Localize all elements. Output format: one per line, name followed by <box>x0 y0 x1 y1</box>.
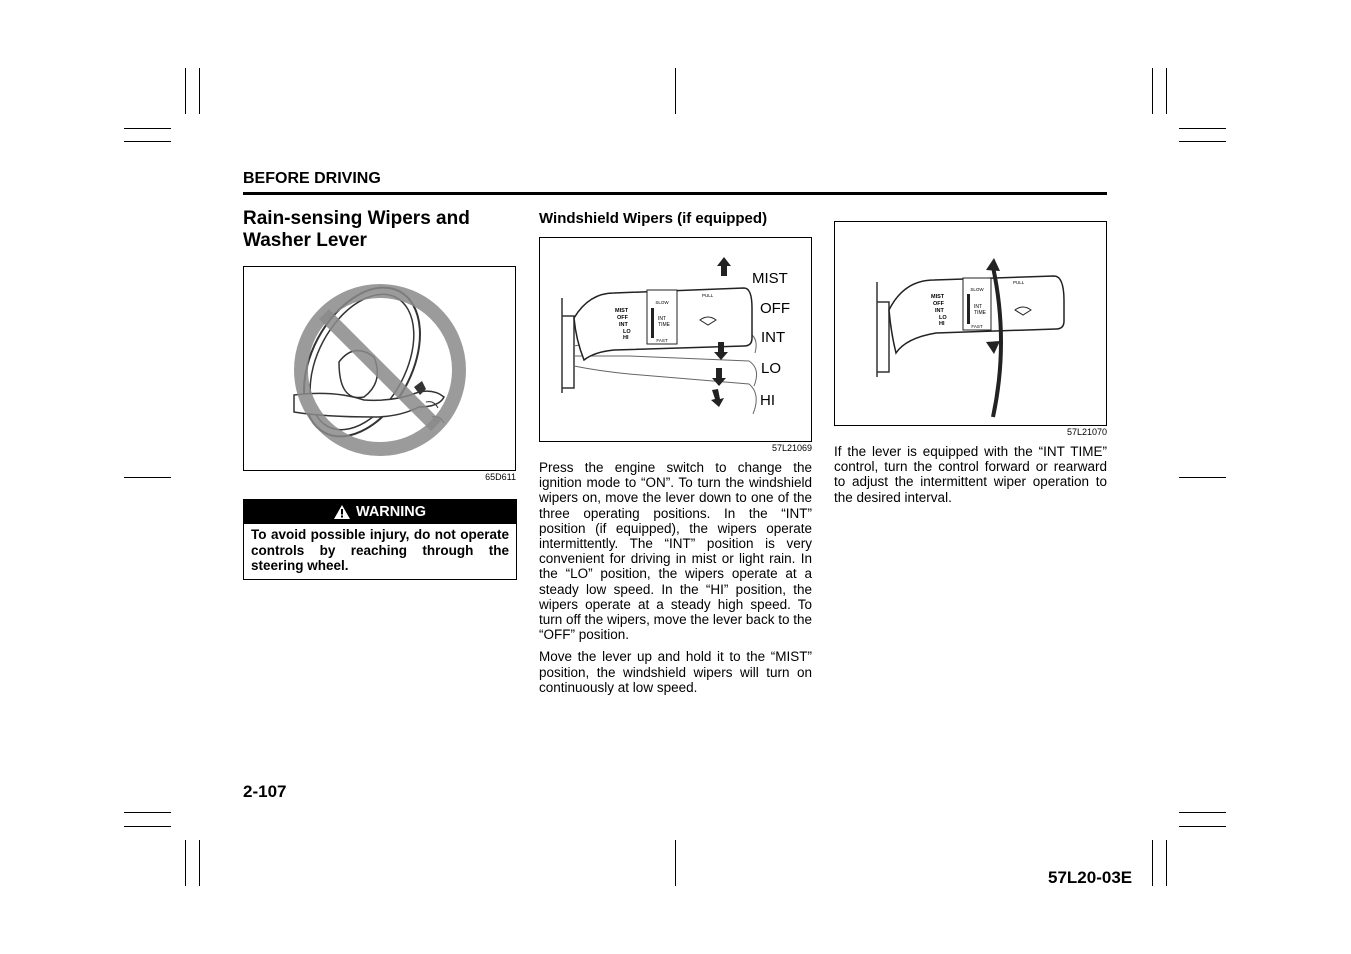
lever-hi-text: HI <box>623 335 629 341</box>
crop-mark <box>1179 826 1226 827</box>
crop-mark <box>185 68 186 114</box>
section-header: BEFORE DRIVING <box>243 170 381 187</box>
lever-off-text: OFF <box>933 301 944 307</box>
crop-mark <box>675 840 676 886</box>
lever-int-time-text: INT <box>973 304 983 310</box>
lever-fast-text: FAST <box>656 338 668 343</box>
subheading: Windshield Wipers (if equipped) <box>539 210 768 227</box>
warning-text: To avoid possible injury, do not operate controls by reaching through the steering wheel. <box>251 527 509 573</box>
crop-mark <box>1179 477 1226 478</box>
lever-off-text: OFF <box>617 315 628 321</box>
lever-pull-text: PULL <box>702 293 714 298</box>
crop-mark <box>124 141 171 142</box>
paragraph: Press the engine switch to change the ignition mode to “ON”. To turn the windshield wipers on, move the lever down to one of the three operating positions. In the “INT” position (if equipped), the wipers operate intermittently. The “INT” position is very convenient for driving in mist or light rain. In the “LO” position, the wipers operate at a steady low speed. In the “HI” position, the wipers operate at a steady high speed. To turn off the wipers, move the lever back to the “OFF” position. <box>539 460 812 643</box>
lever-pull-text: PULL <box>1013 280 1025 285</box>
warning-box <box>243 499 517 580</box>
page-title: Rain-sensing Wipers and Washer Lever <box>243 208 470 251</box>
page-number: 2-107 <box>243 782 287 801</box>
lever-int-text: INT <box>619 322 628 328</box>
crop-mark <box>124 826 171 827</box>
lever-int-time-text: INT <box>657 316 667 322</box>
body-column-3 <box>834 444 1107 512</box>
figure-code: 57L21069 <box>771 443 812 453</box>
position-label-lo: LO <box>761 360 782 377</box>
warning-triangle-icon <box>334 505 350 519</box>
crop-mark <box>1179 128 1226 129</box>
steering-wheel-figure <box>243 266 516 471</box>
crop-mark <box>1179 812 1226 813</box>
lever-mist-text: MIST <box>615 308 629 314</box>
crop-mark <box>124 812 171 813</box>
lever-int-time-text: TIME <box>658 322 670 328</box>
no-reach-through-icon <box>244 267 515 470</box>
position-label-int: INT <box>761 329 786 346</box>
position-label-off: OFF <box>760 300 790 317</box>
warning-label: WARNING <box>355 504 427 520</box>
body-column-2 <box>539 460 812 702</box>
header-rule <box>243 192 1107 195</box>
crop-mark <box>199 68 200 114</box>
lever-fast-text: FAST <box>971 324 983 329</box>
crop-mark <box>1179 141 1226 142</box>
crop-mark <box>199 840 200 886</box>
crop-mark <box>1166 840 1167 886</box>
lever-int-text: INT <box>935 308 944 314</box>
warning-heading <box>244 500 516 524</box>
figure-code: 57L21070 <box>1066 427 1107 437</box>
lever-mist-text: MIST <box>931 294 945 300</box>
lever-int-time-text: TIME <box>974 310 986 316</box>
crop-mark <box>1152 840 1153 886</box>
crop-mark <box>124 477 171 478</box>
crop-mark <box>675 68 676 114</box>
int-time-diagram <box>835 222 1106 425</box>
lever-slow-text: SLOW <box>655 300 669 305</box>
lever-lo-text: LO <box>623 329 631 335</box>
crop-mark <box>124 128 171 129</box>
position-label-mist: MIST <box>752 270 788 287</box>
document-code: 57L20-03E <box>1048 868 1133 887</box>
lever-lo-text: LO <box>939 315 947 321</box>
paragraph: If the lever is equipped with the “INT TIME” control, turn the control forward or rearward to adjust the intermittent wiper operation to the desired interval. <box>834 444 1107 505</box>
lever-hi-text: HI <box>939 321 945 327</box>
int-time-control-figure <box>834 221 1107 426</box>
crop-mark <box>1152 68 1153 114</box>
figure-code: 65D611 <box>485 472 516 482</box>
crop-mark <box>185 840 186 886</box>
lever-slow-text: SLOW <box>970 287 984 292</box>
paragraph: Move the lever up and hold it to the “MIST” position, the windshield wipers will turn on continuously at low speed. <box>539 649 812 695</box>
position-label-hi: HI <box>760 392 775 409</box>
crop-mark <box>1166 68 1167 114</box>
